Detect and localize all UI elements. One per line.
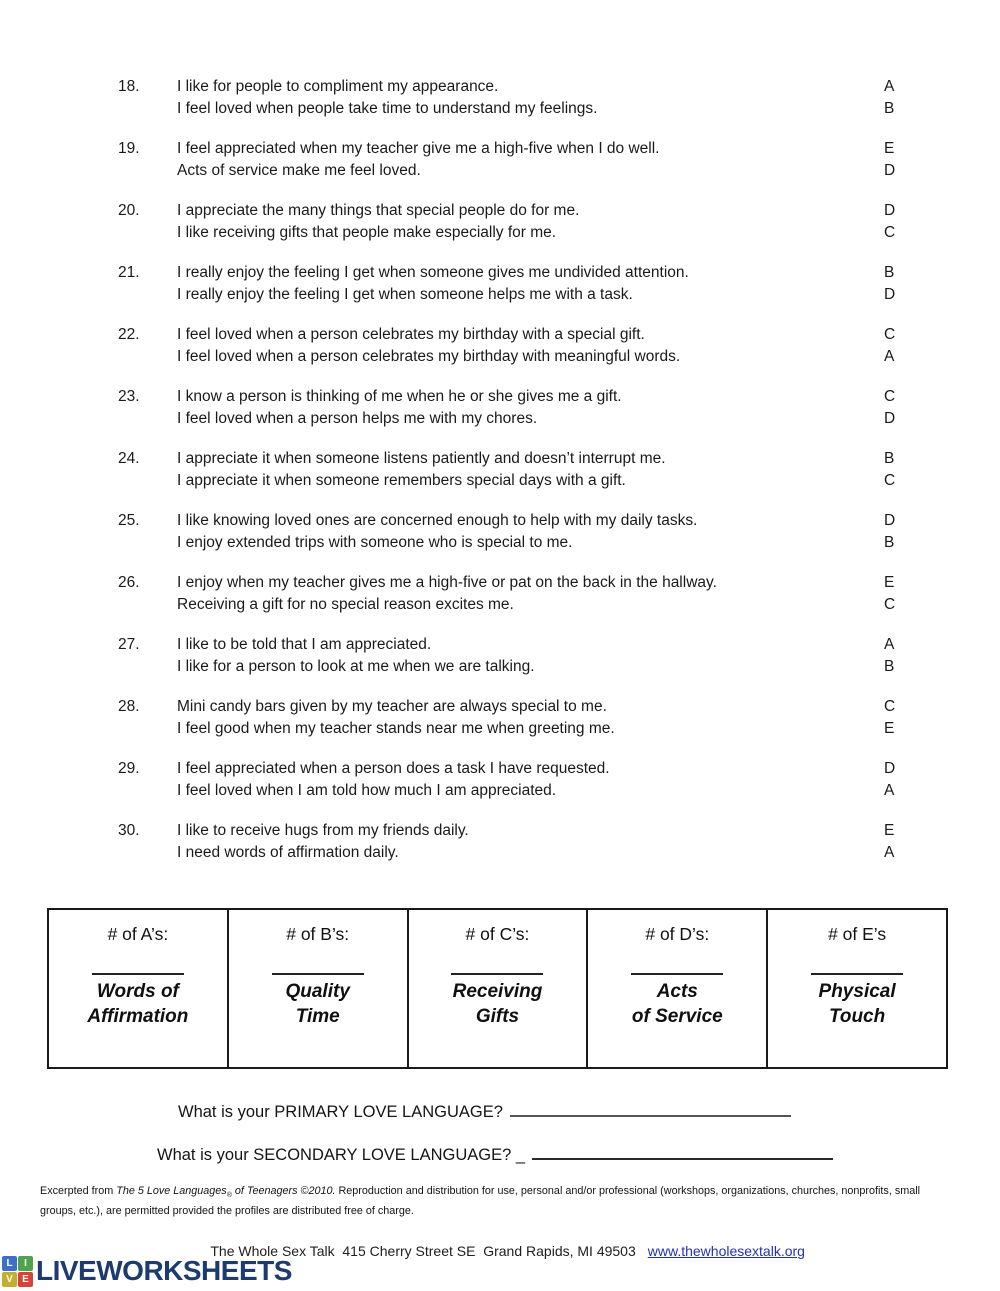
item-statements	[177, 634, 884, 678]
statement-letter: E	[884, 822, 895, 839]
love-language-label-line1: Acts	[656, 981, 698, 1002]
item-number: 18.	[118, 78, 140, 95]
item-number: 23.	[118, 388, 140, 405]
score-column-header: # of C’s:	[465, 924, 530, 944]
statement-text: I enjoy extended trips with someone who is special to me.	[177, 534, 573, 551]
footnote-permission-text: Reproduction and distribution for use, personal and/or professional (workshops, organizations, churches, nonprofits, small groups, etc.), are permitted provided the profiles are distributed free of charge.	[40, 1185, 921, 1217]
love-language-label	[409, 979, 587, 1029]
item-letter-codes	[884, 510, 914, 554]
liveworksheets-logo-icon	[2, 1256, 33, 1287]
statement-letter: A	[884, 782, 895, 799]
score-table-column	[588, 910, 768, 1067]
score-table	[47, 908, 948, 1069]
item-statements	[177, 262, 884, 306]
item-letter-codes	[884, 820, 914, 864]
item-number: 28.	[118, 698, 140, 715]
love-language-label	[229, 979, 407, 1029]
score-column-header: # of E’s	[828, 924, 887, 944]
item-letter-codes	[884, 758, 914, 802]
statement-text: I appreciate the many things that special people do for me.	[177, 202, 580, 219]
love-language-label-line1: Quality	[285, 981, 350, 1002]
item-number: 26.	[118, 574, 140, 591]
quiz-item	[118, 324, 918, 368]
footnote-book-title-rest: of Teenagers ©2010.	[231, 1185, 336, 1197]
item-letter-codes	[884, 386, 914, 430]
statement-letter: B	[884, 658, 895, 675]
organization-address-text: The Whole Sex Talk 415 Cherry Street SE Grand Rapids, MI 49503	[210, 1243, 636, 1259]
secondary-question-label: What is your SECONDARY LOVE LANGUAGE? _	[157, 1146, 526, 1164]
love-language-label-line2: Affirmation	[87, 1006, 189, 1027]
quiz-item	[118, 138, 918, 182]
statement-letter: E	[884, 720, 895, 737]
item-statements	[177, 324, 884, 368]
statement-text: I feel loved when I am told how much I am appreciated.	[177, 782, 557, 799]
score-column-header: # of A’s:	[107, 924, 169, 944]
statement-letter: D	[884, 760, 896, 777]
registered-trademark-icon: ®	[226, 1192, 232, 1200]
statement-letter: B	[884, 534, 895, 551]
quiz-item	[118, 200, 918, 244]
footnote-prefix: Excerpted from	[40, 1185, 117, 1197]
statement-letter: C	[884, 698, 896, 715]
item-number: 25.	[118, 512, 140, 529]
statement-letter: B	[884, 264, 895, 281]
score-count-blank[interactable]	[272, 951, 364, 975]
score-table-column	[49, 910, 229, 1067]
quiz-item	[118, 696, 918, 740]
statement-letter: B	[884, 100, 895, 117]
item-number: 24.	[118, 450, 140, 467]
statement-text: I feel good when my teacher stands near me when greeting me.	[177, 720, 615, 737]
statement-text: I appreciate it when someone remembers special days with a gift.	[177, 472, 626, 489]
statement-letter: C	[884, 472, 896, 489]
statement-text: I feel appreciated when a person does a task I have requested.	[177, 760, 610, 777]
quiz-item	[118, 634, 918, 678]
item-statements	[177, 510, 884, 554]
copyright-footnote	[40, 1184, 950, 1218]
primary-answer-blank[interactable]	[510, 1101, 791, 1117]
item-letter-codes	[884, 262, 914, 306]
statement-text: I like to be told that I am appreciated.	[177, 636, 432, 653]
statement-letter: C	[884, 224, 896, 241]
item-letter-codes	[884, 634, 914, 678]
love-language-label-line2: Touch	[828, 1006, 886, 1027]
item-number: 29.	[118, 760, 140, 777]
statement-letter: A	[884, 844, 895, 861]
statement-text: I need words of affirmation daily.	[177, 844, 399, 861]
love-language-label-line1: Physical	[818, 981, 896, 1002]
love-language-label	[49, 979, 227, 1029]
statement-text: Acts of service make me feel loved.	[177, 162, 421, 179]
quiz-item	[118, 76, 918, 120]
statement-text: I like knowing loved ones are concerned enough to help with my daily tasks.	[177, 512, 698, 529]
statement-text: I really enjoy the feeling I get when someone gives me undivided attention.	[177, 264, 689, 281]
logo-tile: V	[2, 1272, 17, 1287]
item-letter-codes	[884, 138, 914, 182]
quiz-item	[118, 572, 918, 616]
item-letter-codes	[884, 696, 914, 740]
statement-letter: B	[884, 450, 895, 467]
score-count-blank[interactable]	[811, 951, 903, 975]
score-column-header: # of B’s:	[286, 924, 350, 944]
item-statements	[177, 448, 884, 492]
statement-text: I like to receive hugs from my friends daily.	[177, 822, 469, 839]
score-column-header: # of D’s:	[645, 924, 710, 944]
website-link[interactable]: www.thewholesextalk.org	[647, 1243, 805, 1259]
score-table-column	[229, 910, 409, 1067]
item-number: 21.	[118, 264, 140, 281]
item-letter-codes	[884, 572, 914, 616]
quiz-item	[118, 386, 918, 430]
item-number: 27.	[118, 636, 140, 653]
liveworksheets-logo-text: LIVEWORKSHEETS	[36, 1255, 292, 1286]
item-letter-codes	[884, 76, 914, 120]
item-statements	[177, 758, 884, 802]
item-statements	[177, 138, 884, 182]
item-statements	[177, 76, 884, 120]
quiz-item	[118, 510, 918, 554]
statement-text: I feel loved when people take time to understand my feelings.	[177, 100, 598, 117]
statement-letter: E	[884, 140, 895, 157]
item-statements	[177, 200, 884, 244]
score-count-blank[interactable]	[451, 951, 543, 975]
item-statements	[177, 386, 884, 430]
statement-letter: E	[884, 574, 895, 591]
love-language-label-line2: Gifts	[475, 1006, 520, 1027]
love-language-label	[768, 979, 946, 1029]
love-language-label-line2: of Service	[631, 1006, 723, 1027]
statement-text: I like for a person to look at me when we are talking.	[177, 658, 535, 675]
statement-letter: D	[884, 162, 896, 179]
statement-letter: A	[884, 78, 895, 95]
statement-letter: A	[884, 348, 895, 365]
statement-text: I like for people to compliment my appearance.	[177, 78, 499, 95]
primary-love-language-question	[178, 1101, 791, 1122]
score-table-column	[409, 910, 589, 1067]
item-statements	[177, 572, 884, 616]
quiz-list	[118, 76, 918, 882]
statement-text: I feel appreciated when my teacher give me a high-five when I do well.	[177, 140, 660, 157]
statement-text: I feel loved when a person celebrates my birthday with a special gift.	[177, 326, 645, 343]
liveworksheets-logo[interactable]	[2, 1255, 292, 1287]
love-language-label-line2: Time	[295, 1006, 340, 1027]
item-number: 22.	[118, 326, 140, 343]
score-count-blank[interactable]	[631, 951, 723, 975]
score-table-column	[768, 910, 946, 1067]
score-count-blank[interactable]	[92, 951, 184, 975]
statement-letter: D	[884, 202, 896, 219]
item-letter-codes	[884, 324, 914, 368]
item-letter-codes	[884, 448, 914, 492]
love-language-label-line1: Words of	[96, 981, 179, 1002]
statement-text: I like receiving gifts that people make especially for me.	[177, 224, 557, 241]
statement-letter: C	[884, 388, 896, 405]
statement-letter: A	[884, 636, 895, 653]
item-statements	[177, 696, 884, 740]
quiz-item	[118, 448, 918, 492]
statement-text: I appreciate it when someone listens patiently and doesn’t interrupt me.	[177, 450, 666, 467]
item-statements	[177, 820, 884, 864]
item-number: 30.	[118, 822, 140, 839]
statement-text: I enjoy when my teacher gives me a high-five or pat on the back in the hallway.	[177, 574, 717, 591]
statement-text: I feel loved when a person celebrates my birthday with meaningful words.	[177, 348, 681, 365]
statement-text: Mini candy bars given by my teacher are always special to me.	[177, 698, 607, 715]
quiz-item	[118, 758, 918, 802]
statement-text: I feel loved when a person helps me with my chores.	[177, 410, 538, 427]
item-number: 19.	[118, 140, 140, 157]
statement-text: I really enjoy the feeling I get when someone helps me with a task.	[177, 286, 633, 303]
secondary-love-language-question	[157, 1144, 833, 1165]
logo-tile: E	[18, 1272, 33, 1287]
footnote-book-title: The 5 Love Languages	[116, 1185, 227, 1197]
quiz-item	[118, 820, 918, 864]
statement-text: Receiving a gift for no special reason excites me.	[177, 596, 514, 613]
logo-tile: I	[18, 1256, 33, 1271]
statement-letter: D	[884, 286, 896, 303]
statement-letter: D	[884, 512, 896, 529]
quiz-item	[118, 262, 918, 306]
statement-text: I know a person is thinking of me when he or she gives me a gift.	[177, 388, 622, 405]
love-language-label	[588, 979, 766, 1029]
statement-letter: C	[884, 326, 896, 343]
secondary-answer-blank[interactable]	[532, 1144, 833, 1160]
love-language-label-line1: Receiving	[452, 981, 543, 1002]
statement-letter: C	[884, 596, 896, 613]
primary-question-label: What is your PRIMARY LOVE LANGUAGE?	[178, 1103, 503, 1121]
item-letter-codes	[884, 200, 914, 244]
logo-tile: L	[2, 1256, 17, 1271]
item-number: 20.	[118, 202, 140, 219]
statement-letter: D	[884, 410, 896, 427]
